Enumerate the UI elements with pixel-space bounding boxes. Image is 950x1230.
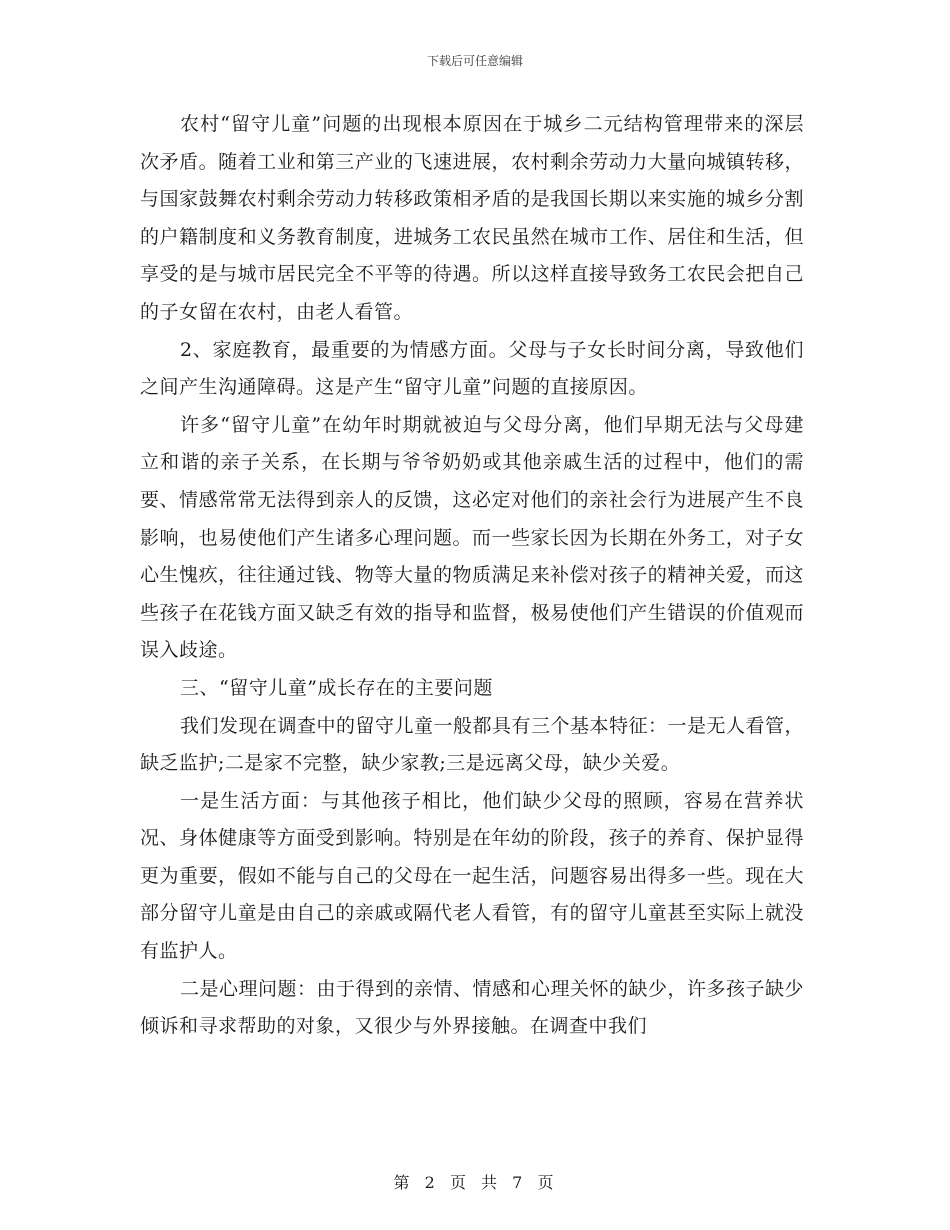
paragraph-separation-effects: 许多“留守儿童”在幼年时期就被迫与父母分离，他们早期无法与父母建立和谐的亲子关系，在长期与爷爷奶奶或其他亲戚生活的过程中，他们的需要、情感常常无法得到亲人的反馈，这必定对他们的亲社会行为进展产生不良影响，也易使他们产生诸多心理问题。而一些家长因为长期在外务工，对子女心生愧疚，往往通过钱、物等大量的物质满足来补偿对孩子的精神关爱，而这些孩子在花钱方面又缺乏有效的指导和监督，极易使他们产生错误的价值观而误入歧途。 (140, 413, 804, 662)
paragraph-psychological-issues: 二是心理问题：由于得到的亲情、情感和心理关怀的缺少，许多孩子缺少倾诉和寻求帮助的对象，又很少与外界接触。在调查中我们 (140, 977, 805, 1038)
footer-total-prefix: 共 (481, 1173, 501, 1192)
footer-total-pages: 7 (512, 1173, 526, 1192)
paragraph-family-education: 2、家庭教育，最重要的为情感方面。父母与子女长时间分离，导致他们之间产生沟通障碍。这是产生“留守儿童”问题的直接原因。 (140, 338, 804, 399)
footer-prefix: 第 (393, 1173, 413, 1192)
footer-total-suffix: 页 (537, 1173, 557, 1192)
document-body (140, 106, 804, 1046)
footer-current-page: 2 (424, 1173, 438, 1192)
paragraph-three-features: 我们发现在调查中的留守儿童一般都具有三个基本特征：一是无人看管，缺乏监护;二是家不完整，缺少家教;三是远离父母，缺少关爱。 (140, 714, 805, 775)
paragraph-life-aspect: 一是生活方面：与其他孩子相比，他们缺少父母的照顾，容易在营养状况、身体健康等方面受到影响。特别是在年幼的阶段，孩子的养育、保护显得更为重要，假如不能与自己的父母在一起生活，问题容易出得多一些。现在大部分留守儿童是由自己的亲戚或隔代老人看管，有的留守儿童甚至实际上就没有监护人。 (140, 789, 804, 963)
section-heading-main-problems: 三、“留守儿童”成长存在的主要问题 (180, 676, 493, 699)
footer-page-word: 页 (449, 1173, 469, 1192)
page-number-footer (0, 1170, 950, 1193)
paragraph-root-cause: 农村“留守儿童”问题的出现根本原因在于城乡二元结构管理带来的深层次矛盾。随着工业和第三产业的飞速进展，农村剩余劳动力大量向城镇转移，与国家鼓舞农村剩余劳动力转移政策相矛盾的是我国长期以来实施的城乡分割的户籍制度和义务教育制度，进城务工农民虽然在城市工作、居住和生活，但享受的是与城市居民完全不平等的待遇。所以这样直接导致务工农民会把自己的子女留在农村，由老人看管。 (140, 113, 804, 323)
page-header-note: 下载后可任意编辑 (426, 54, 523, 68)
